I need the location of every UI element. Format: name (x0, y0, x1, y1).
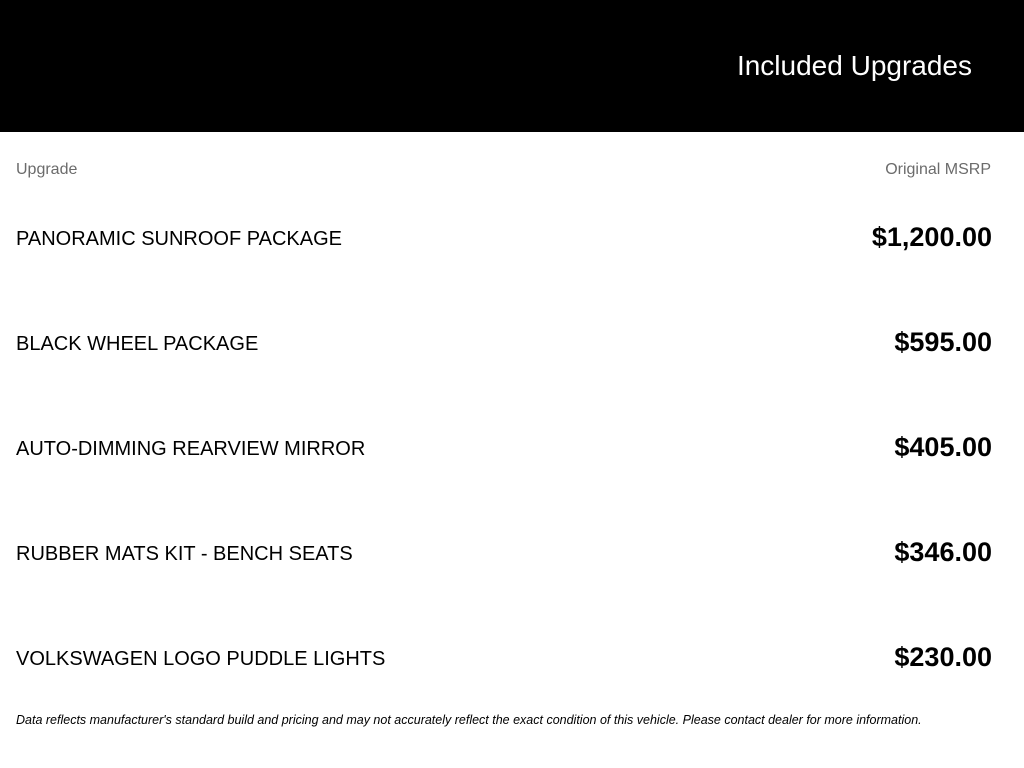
header-banner (0, 0, 1024, 132)
upgrade-price: $346.00 (894, 537, 992, 567)
upgrade-price: $1,200.00 (871, 222, 992, 252)
column-header-original-msrp: Original MSRP (885, 161, 991, 178)
upgrade-price: $595.00 (894, 327, 992, 357)
upgrade-row (0, 290, 1024, 395)
upgrade-price: $230.00 (894, 642, 992, 672)
upgrade-name: RUBBER MATS KIT - BENCH SEATS (16, 543, 353, 565)
upgrade-name: BLACK WHEEL PACKAGE (16, 333, 259, 355)
upgrade-price: $405.00 (894, 432, 992, 462)
upgrade-name: PANORAMIC SUNROOF PACKAGE (16, 228, 342, 250)
page-title: Included Upgrades (736, 50, 972, 81)
upgrade-row (0, 605, 1024, 710)
upgrade-name: VOLKSWAGEN LOGO PUDDLE LIGHTS (16, 648, 386, 670)
upgrade-row (0, 185, 1024, 290)
upgrades-list (0, 185, 1024, 710)
column-header-upgrade: Upgrade (16, 161, 78, 178)
upgrade-row (0, 500, 1024, 605)
upgrade-name: AUTO-DIMMING REARVIEW MIRROR (16, 438, 366, 460)
upgrade-row (0, 395, 1024, 500)
disclaimer-text: Data reflects manufacturer's standard build and pricing and may not accurately reflect the exact condition of this vehicle. Please contact dealer for more information. (16, 713, 922, 727)
